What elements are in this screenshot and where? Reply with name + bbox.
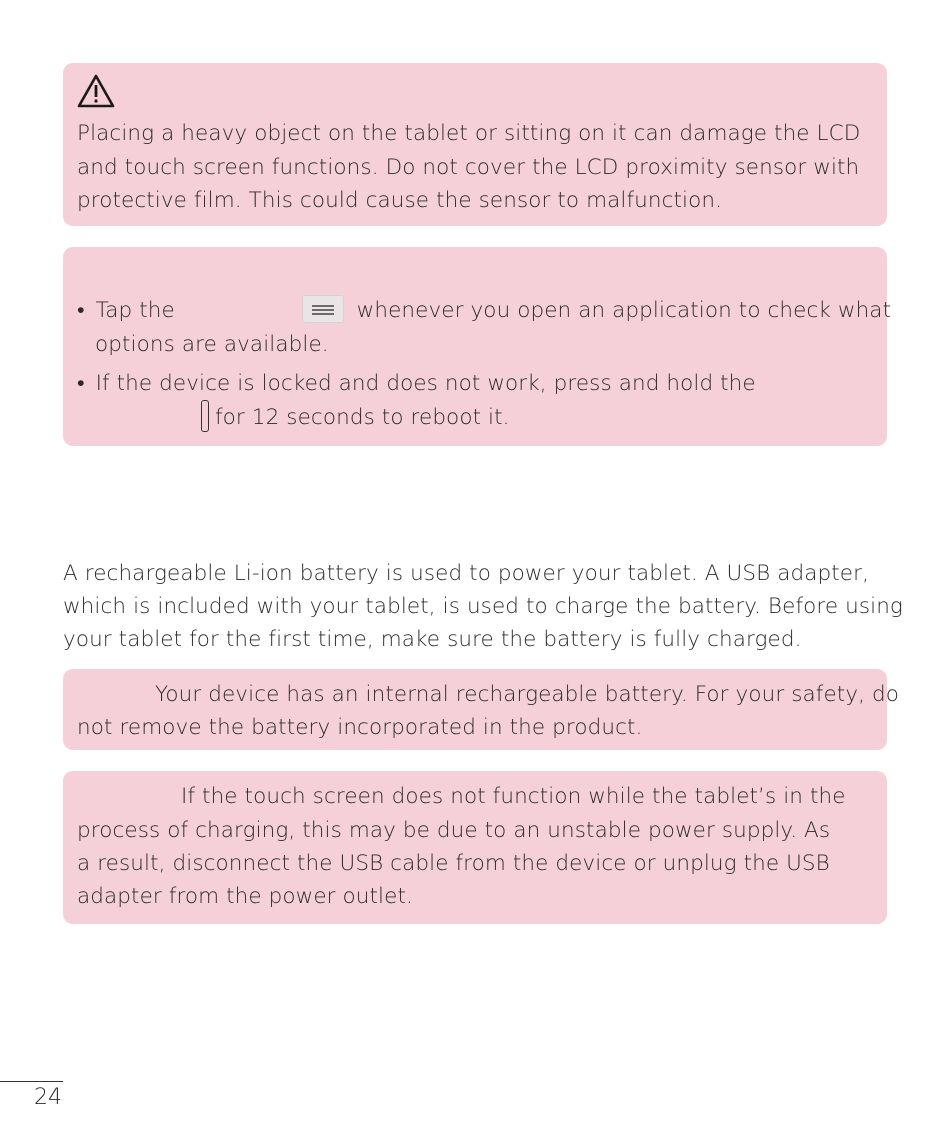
menu-key-icon xyxy=(302,295,344,323)
tip-item-2-text: If the device is locked and does not work, press and hold the xyxy=(95,371,756,396)
body-line-3: your tablet for the first time, make sure the battery is fully charged. xyxy=(63,627,802,652)
caution-line-2: and touch screen functions. Do not cover the LCD proximity sensor with xyxy=(77,155,860,180)
tip-item-2-text-end: for 12 seconds to reboot it. xyxy=(215,405,510,430)
note-1-line-1: Your device has an internal rechargeable battery. For your safety, do xyxy=(155,682,900,707)
note-2-line-4: adapter from the power outlet. xyxy=(77,884,413,909)
tip-item-1-line-2: options are available. xyxy=(95,332,329,357)
tip-item-2 xyxy=(77,367,756,401)
body-line-2: which is included with your tablet, is used to charge the battery. Before using xyxy=(63,594,903,619)
note-2-line-3: a result, disconnect the USB cable from the device or unplug the USB xyxy=(77,851,830,876)
caution-line-3: protective film. This could cause the sensor to malfunction. xyxy=(77,188,723,213)
charging-note-box xyxy=(63,771,887,924)
power-key-icon xyxy=(201,400,209,432)
battery-note-box xyxy=(63,669,900,750)
bullet: • xyxy=(77,298,85,323)
bullet: • xyxy=(77,371,85,396)
tip-item-1 xyxy=(77,294,891,328)
note-2-line-2: process of charging, this may be due to an unstable power supply. As xyxy=(77,818,831,843)
tip-item-1-text-start: Tap the xyxy=(95,298,175,323)
note-1-line-2: not remove the battery incorporated in the product. xyxy=(77,715,643,740)
warning-triangle-icon xyxy=(77,73,115,109)
tip-item-1-text-end: whenever you open an application to check what xyxy=(356,298,892,323)
caution-box xyxy=(63,63,887,226)
page-number: 24 xyxy=(34,1085,62,1110)
tip-box xyxy=(63,247,892,446)
caution-line-1: Placing a heavy object on the tablet or sitting on it can damage the LCD xyxy=(77,121,861,146)
body-line-1: A rechargeable Li-ion battery is used to power your tablet. A USB adapter, xyxy=(63,561,870,586)
tip-item-2-line-2 xyxy=(201,400,510,435)
note-2-line-1: If the touch screen does not function while the tablet’s in the xyxy=(181,784,846,809)
footer-rule xyxy=(0,1081,63,1082)
